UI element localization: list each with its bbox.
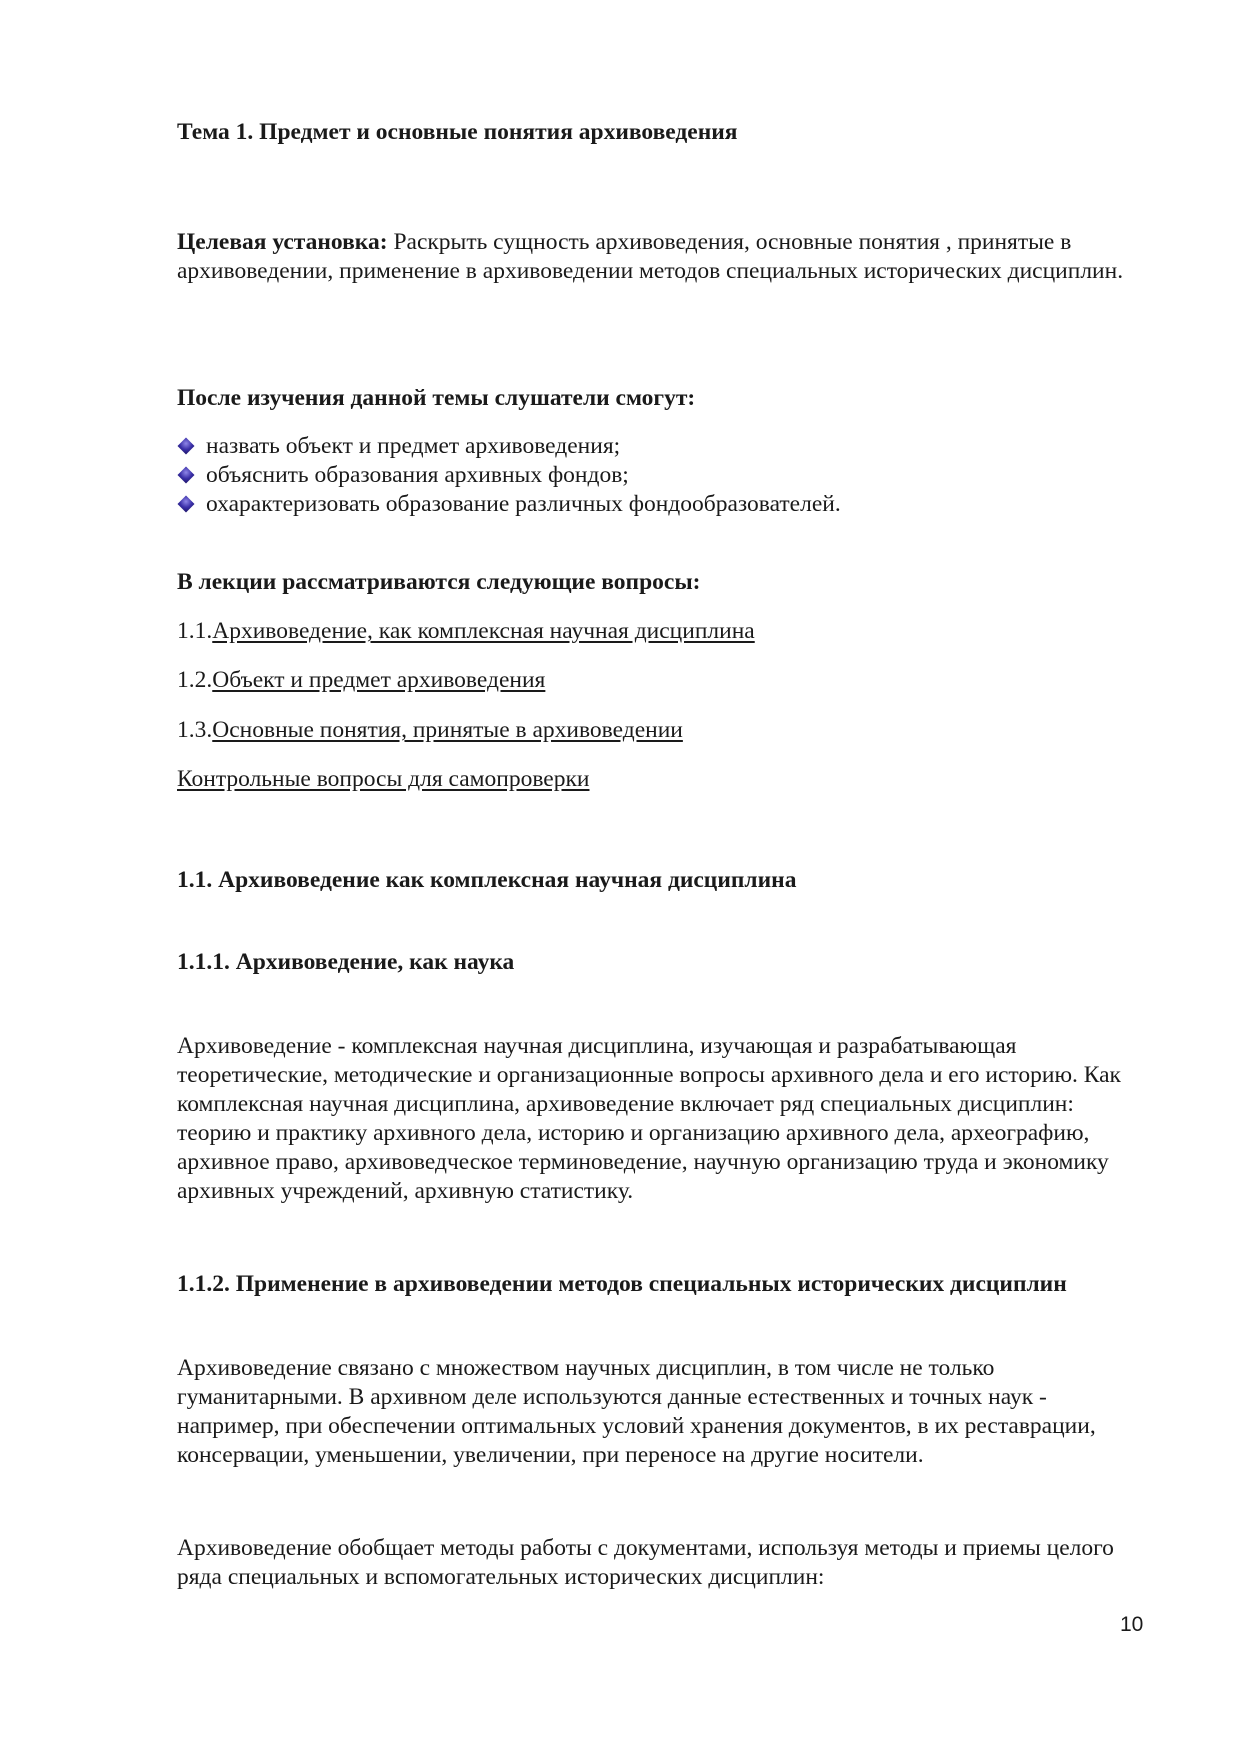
question-link-1-3[interactable]: Основные понятия, принятые в архивоведении bbox=[212, 717, 683, 743]
section-1-1-2-paragraph-1: Архивоведение связано с множеством научных дисциплин, в том числе не только гуманитарными. В архивном деле используются данные естественных и точных наук - например, при обеспечении оптимальных условий хранения документов, в их реставрации, консервации, уменьшении, увеличении, при переносе на другие носители. bbox=[177, 1355, 1096, 1468]
questions-heading: В лекции рассматриваются следующие вопросы: bbox=[177, 569, 701, 595]
question-item-1-1 bbox=[177, 617, 1147, 646]
goal-text: Раскрыть сущность архивоведения, основные понятия , принятые в архивоведении, применение в архивоведении методов специальных исторических дисциплин. bbox=[177, 229, 1124, 284]
outcomes-heading: После изучения данной темы слушатели смогут: bbox=[177, 385, 696, 411]
bullet-diamond-icon bbox=[178, 496, 195, 513]
question-number: 1.2. bbox=[177, 667, 213, 693]
section-1-1-1-heading: 1.1.1. Архивоведение, как наука bbox=[177, 949, 515, 975]
bullet-diamond-icon bbox=[178, 438, 195, 455]
question-number: 1.1. bbox=[177, 618, 213, 644]
self-check-link[interactable]: Контрольные вопросы для самопроверки bbox=[177, 766, 590, 792]
question-link-1-1[interactable]: Архивоведение, как комплексная научная дисциплина bbox=[212, 618, 755, 644]
list-item: охарактеризовать образование различных фондообразователей. bbox=[177, 490, 1147, 519]
topic-title: Тема 1. Предмет и основные понятия архивоведения bbox=[177, 119, 738, 145]
section-1-1-2-paragraph-2: Архивоведение обобщает методы работы с документами, используя методы и приемы целого ряда специальных и вспомогательных исторических дисциплин: bbox=[177, 1535, 1114, 1590]
section-1-1-2-heading: 1.1.2. Применение в архивоведении методов специальных исторических дисциплин bbox=[177, 1271, 1067, 1297]
list-item: объяснить образования архивных фондов; bbox=[177, 461, 1147, 490]
goal-label: Целевая установка: bbox=[177, 229, 388, 255]
goal-paragraph bbox=[177, 228, 1147, 286]
section-1-1-1-paragraph: Архивоведение - комплексная научная дисциплина, изучающая и разрабатывающая теоретические, методические и организационные вопросы архивного дела и его историю. Как комплексная научная дисциплина, архивоведение включает ряд специальных дисциплин: теорию и практику архивного дела, историю и организацию архивного дела, археографию, архивное право, архивоведческое терминоведение, научную организацию труда и экономику архивных учреждений, архивную статистику. bbox=[177, 1033, 1121, 1204]
list-item: назвать объект и предмет архивоведения; bbox=[177, 432, 1147, 461]
outcomes-list bbox=[177, 432, 1147, 519]
question-link-1-2[interactable]: Объект и предмет архивоведения bbox=[212, 667, 546, 693]
question-item-1-3 bbox=[177, 716, 1147, 745]
question-number: 1.3. bbox=[177, 717, 213, 743]
question-item-1-2 bbox=[177, 666, 1147, 695]
self-check-item bbox=[177, 765, 1147, 794]
page-number: 10 bbox=[1120, 1613, 1144, 1636]
bullet-diamond-icon bbox=[178, 467, 195, 484]
section-1-1-heading: 1.1. Архивоведение как комплексная научная дисциплина bbox=[177, 867, 797, 893]
